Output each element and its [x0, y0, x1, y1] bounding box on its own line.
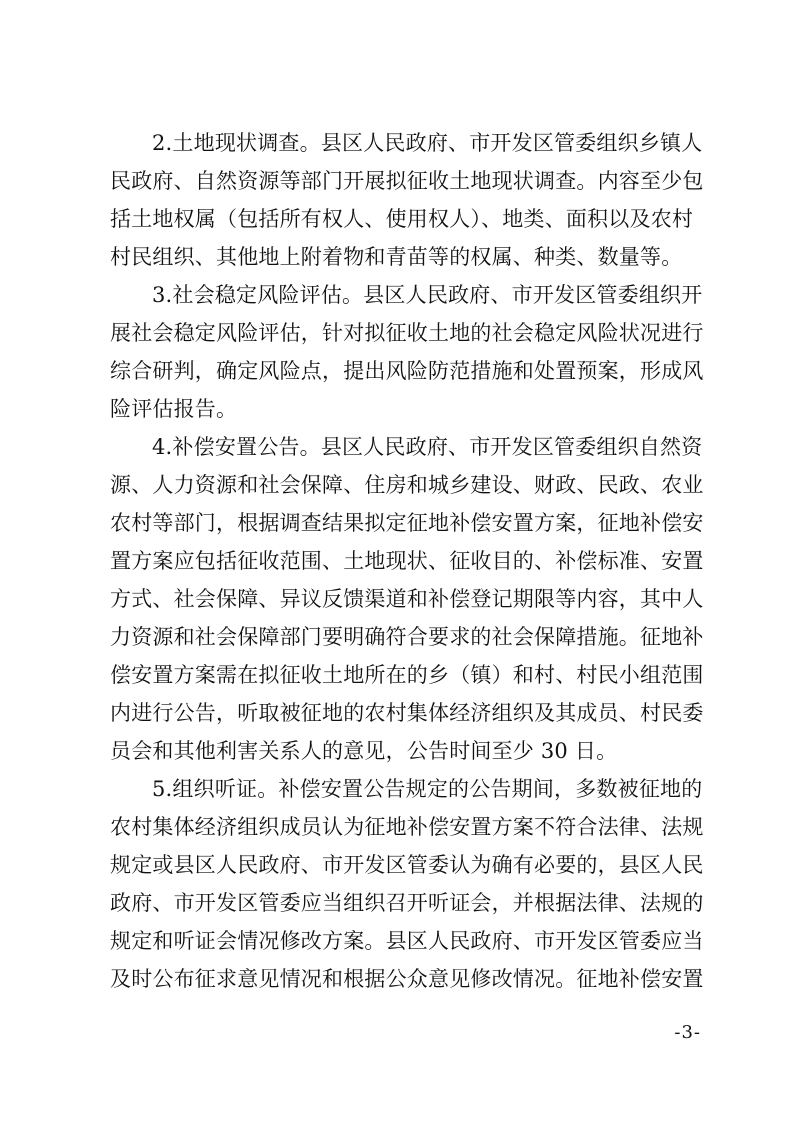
paragraph-compensation-notice [110, 428, 704, 770]
text-line: 2.土地现状调查。县区人民政府、市开发区管委组织乡镇人 [152, 131, 703, 155]
text-line: 及时公布征求意见情况和根据公众意见修改情况。征地补偿安置 [110, 967, 704, 991]
text-line: 民政府、自然资源等部门开展拟征收土地现状调查。内容至少包 [110, 169, 704, 193]
text-line: 规定或县区人民政府、市开发区管委认为确有必要的，县区人民 [110, 853, 704, 877]
page-number: -3- [674, 1022, 701, 1043]
text-line: 内进行公告，听取被征地的农村集体经济组织及其成员、村民委 [110, 701, 704, 725]
text-line: 源、人力资源和社会保障、住房和城乡建设、财政、民政、农业 [110, 473, 704, 497]
paragraph-hearing [110, 770, 704, 998]
document-body [110, 124, 704, 998]
text-line: 村民组织、其他地上附着物和青苗等的权属、种类、数量等。 [110, 245, 683, 269]
text-line: 方式、社会保障、异议反馈渠道和补偿登记期限等内容，其中人 [110, 587, 704, 611]
text-line: 综合研判，确定风险点，提出风险防范措施和处置预案，形成风 [110, 359, 704, 383]
text-line: 力资源和社会保障部门要明确符合要求的社会保障措施。征地补 [110, 625, 704, 649]
text-line: 政府、市开发区管委应当组织召开听证会，并根据法律、法规的 [110, 891, 704, 915]
text-line: 偿安置方案需在拟征收土地所在的乡（镇）和村、村民小组范围 [110, 663, 704, 687]
text-line: 险评估报告。 [110, 397, 238, 421]
text-line: 员会和其他利害关系人的意见，公告时间至少 30 日。 [110, 739, 618, 763]
text-line: 置方案应包括征收范围、土地现状、征收目的、补偿标准、安置 [110, 549, 704, 573]
text-line: 农村集体经济组织成员认为征地补偿安置方案不符合法律、法规 [110, 815, 704, 839]
text-line: 括土地权属（包括所有权人、使用权人）、地类、面积以及农村 [110, 207, 694, 231]
paragraph-risk-assessment [110, 276, 704, 428]
text-line: 3.社会稳定风险评估。县区人民政府、市开发区管委组织开 [152, 283, 703, 307]
text-line: 5.组织听证。补偿安置公告规定的公告期间，多数被征地的 [152, 777, 703, 801]
text-line: 规定和听证会情况修改方案。县区人民政府、市开发区管委应当 [110, 929, 704, 953]
text-line: 展社会稳定风险评估，针对拟征收土地的社会稳定风险状况进行 [110, 321, 704, 345]
paragraph-land-survey [110, 124, 704, 276]
text-line: 4.补偿安置公告。县区人民政府、市开发区管委组织自然资 [152, 435, 703, 459]
text-line: 农村等部门，根据调查结果拟定征地补偿安置方案，征地补偿安 [110, 511, 704, 535]
